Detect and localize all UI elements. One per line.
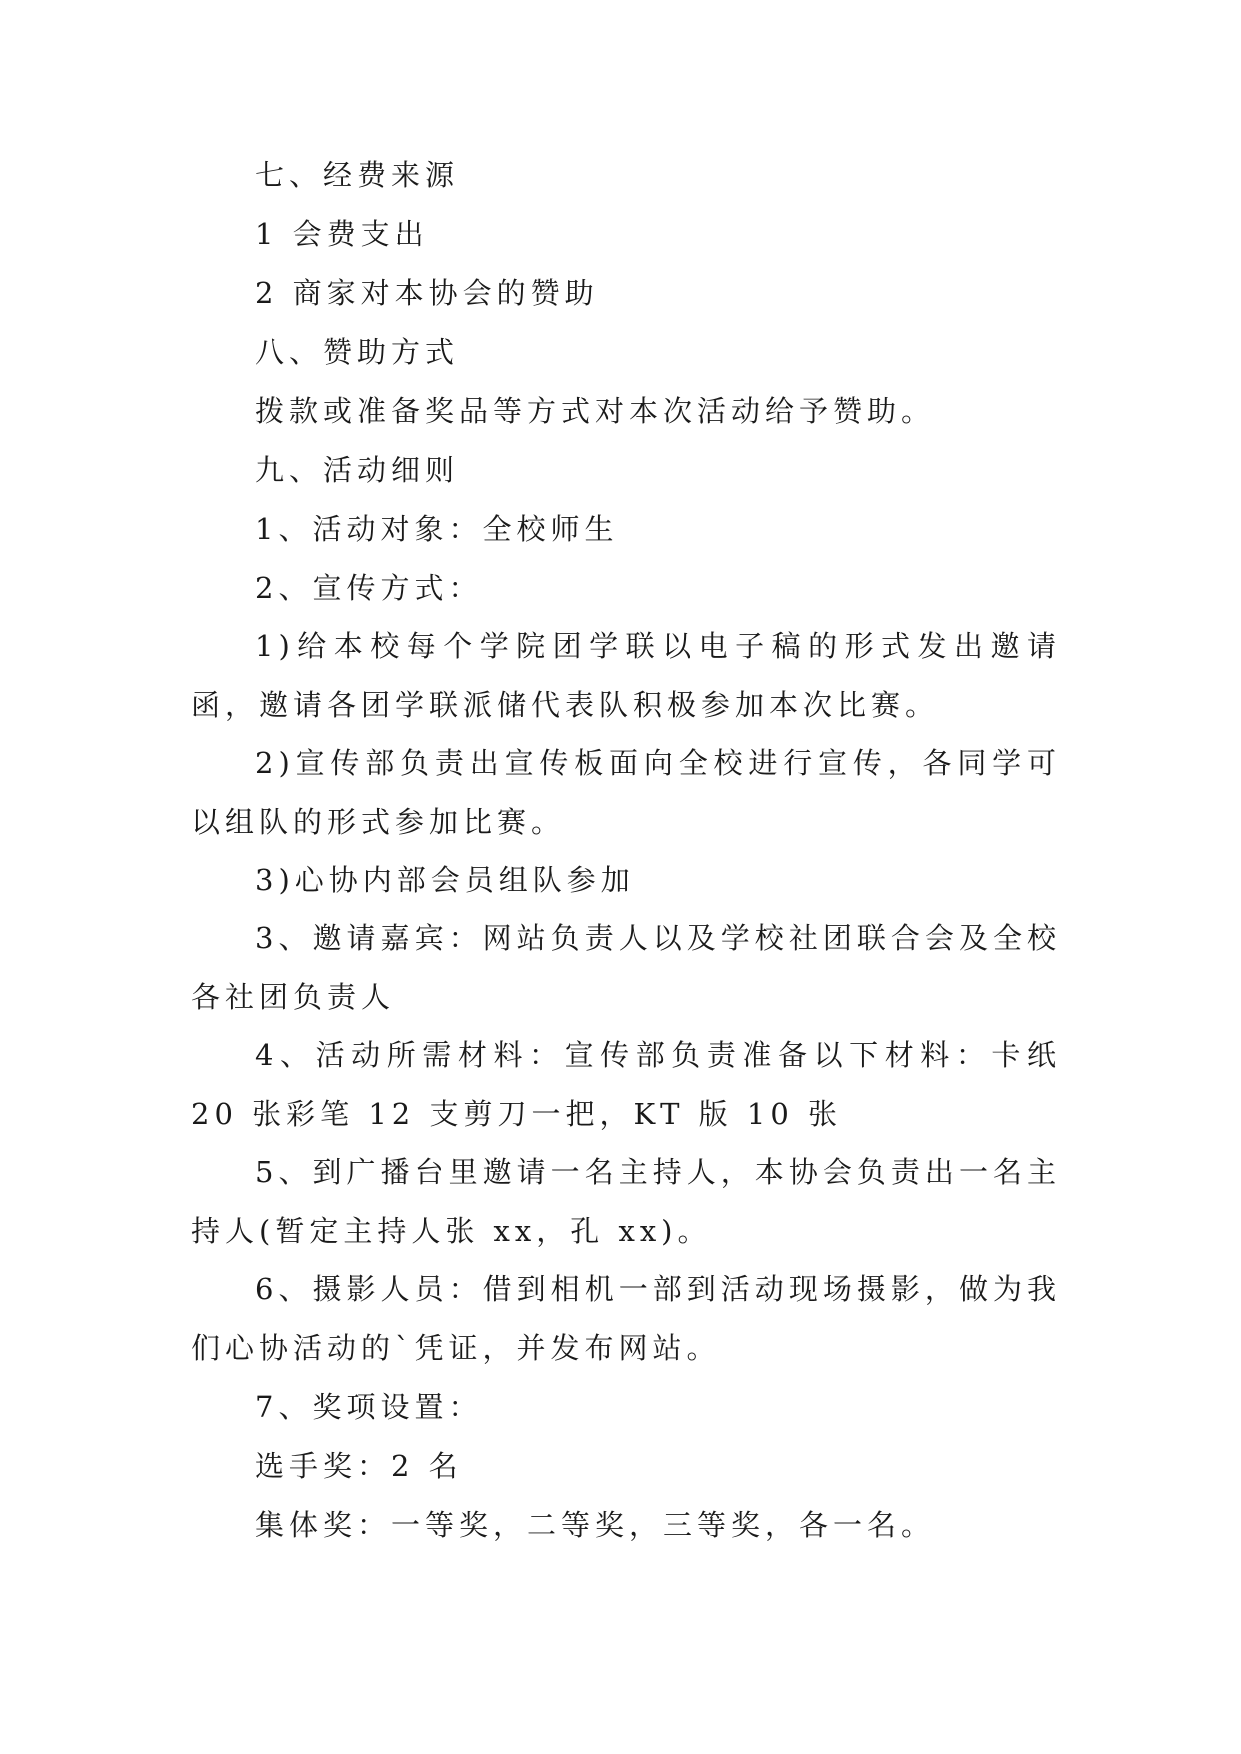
promotion-item-2: 2)宣传部负责出宣传板面向全校进行宣传，各同学可以组队的形式参加比赛。 — [191, 746, 1061, 839]
sponsorship-text: 拨款或准备奖品等方式对本次活动给予赞助。 — [255, 394, 936, 428]
rule-promotion: 2、宣传方式： — [255, 571, 483, 605]
rule-photography: 6、摄影人员：借到相机一部到活动现场摄影，做为我们心协活动的`凭证，并发布网站。 — [191, 1272, 1061, 1365]
award-group: 集体奖：一等奖，二等奖，三等奖，各一名。 — [255, 1508, 936, 1542]
funding-item-2: 2 商家对本协会的赞助 — [255, 276, 599, 310]
rule-target: 1、活动对象：全校师生 — [255, 512, 619, 546]
award-individual: 选手奖：2 名 — [255, 1449, 463, 1483]
section-heading-funding: 七、经费来源 — [255, 158, 460, 192]
promotion-item-1: 1)给本校每个学院团学联以电子稿的形式发出邀请函，邀请各团学联派储代表队积极参加本次比赛。 — [191, 629, 1061, 722]
rule-guests: 3、邀请嘉宾：网站负责人以及学校社团联合会及全校各社团负责人 — [191, 921, 1061, 1014]
section-heading-sponsorship: 八、赞助方式 — [255, 335, 460, 369]
funding-item-1: 1 会费支出 — [255, 217, 429, 251]
rule-awards: 7、奖项设置： — [255, 1390, 483, 1424]
rule-materials: 4、活动所需材料：宣传部负责准备以下材料：卡纸 20 张彩笔 12 支剪刀一把，KT 版 10 张 — [191, 1038, 1061, 1131]
document-body — [191, 155, 1061, 1564]
promotion-item-3: 3)心协内部会员组队参加 — [255, 863, 635, 897]
section-heading-rules: 九、活动细则 — [255, 453, 460, 487]
rule-host: 5、到广播台里邀请一名主持人，本协会负责出一名主持人(暂定主持人张 xx，孔 xx)。 — [191, 1155, 1061, 1248]
